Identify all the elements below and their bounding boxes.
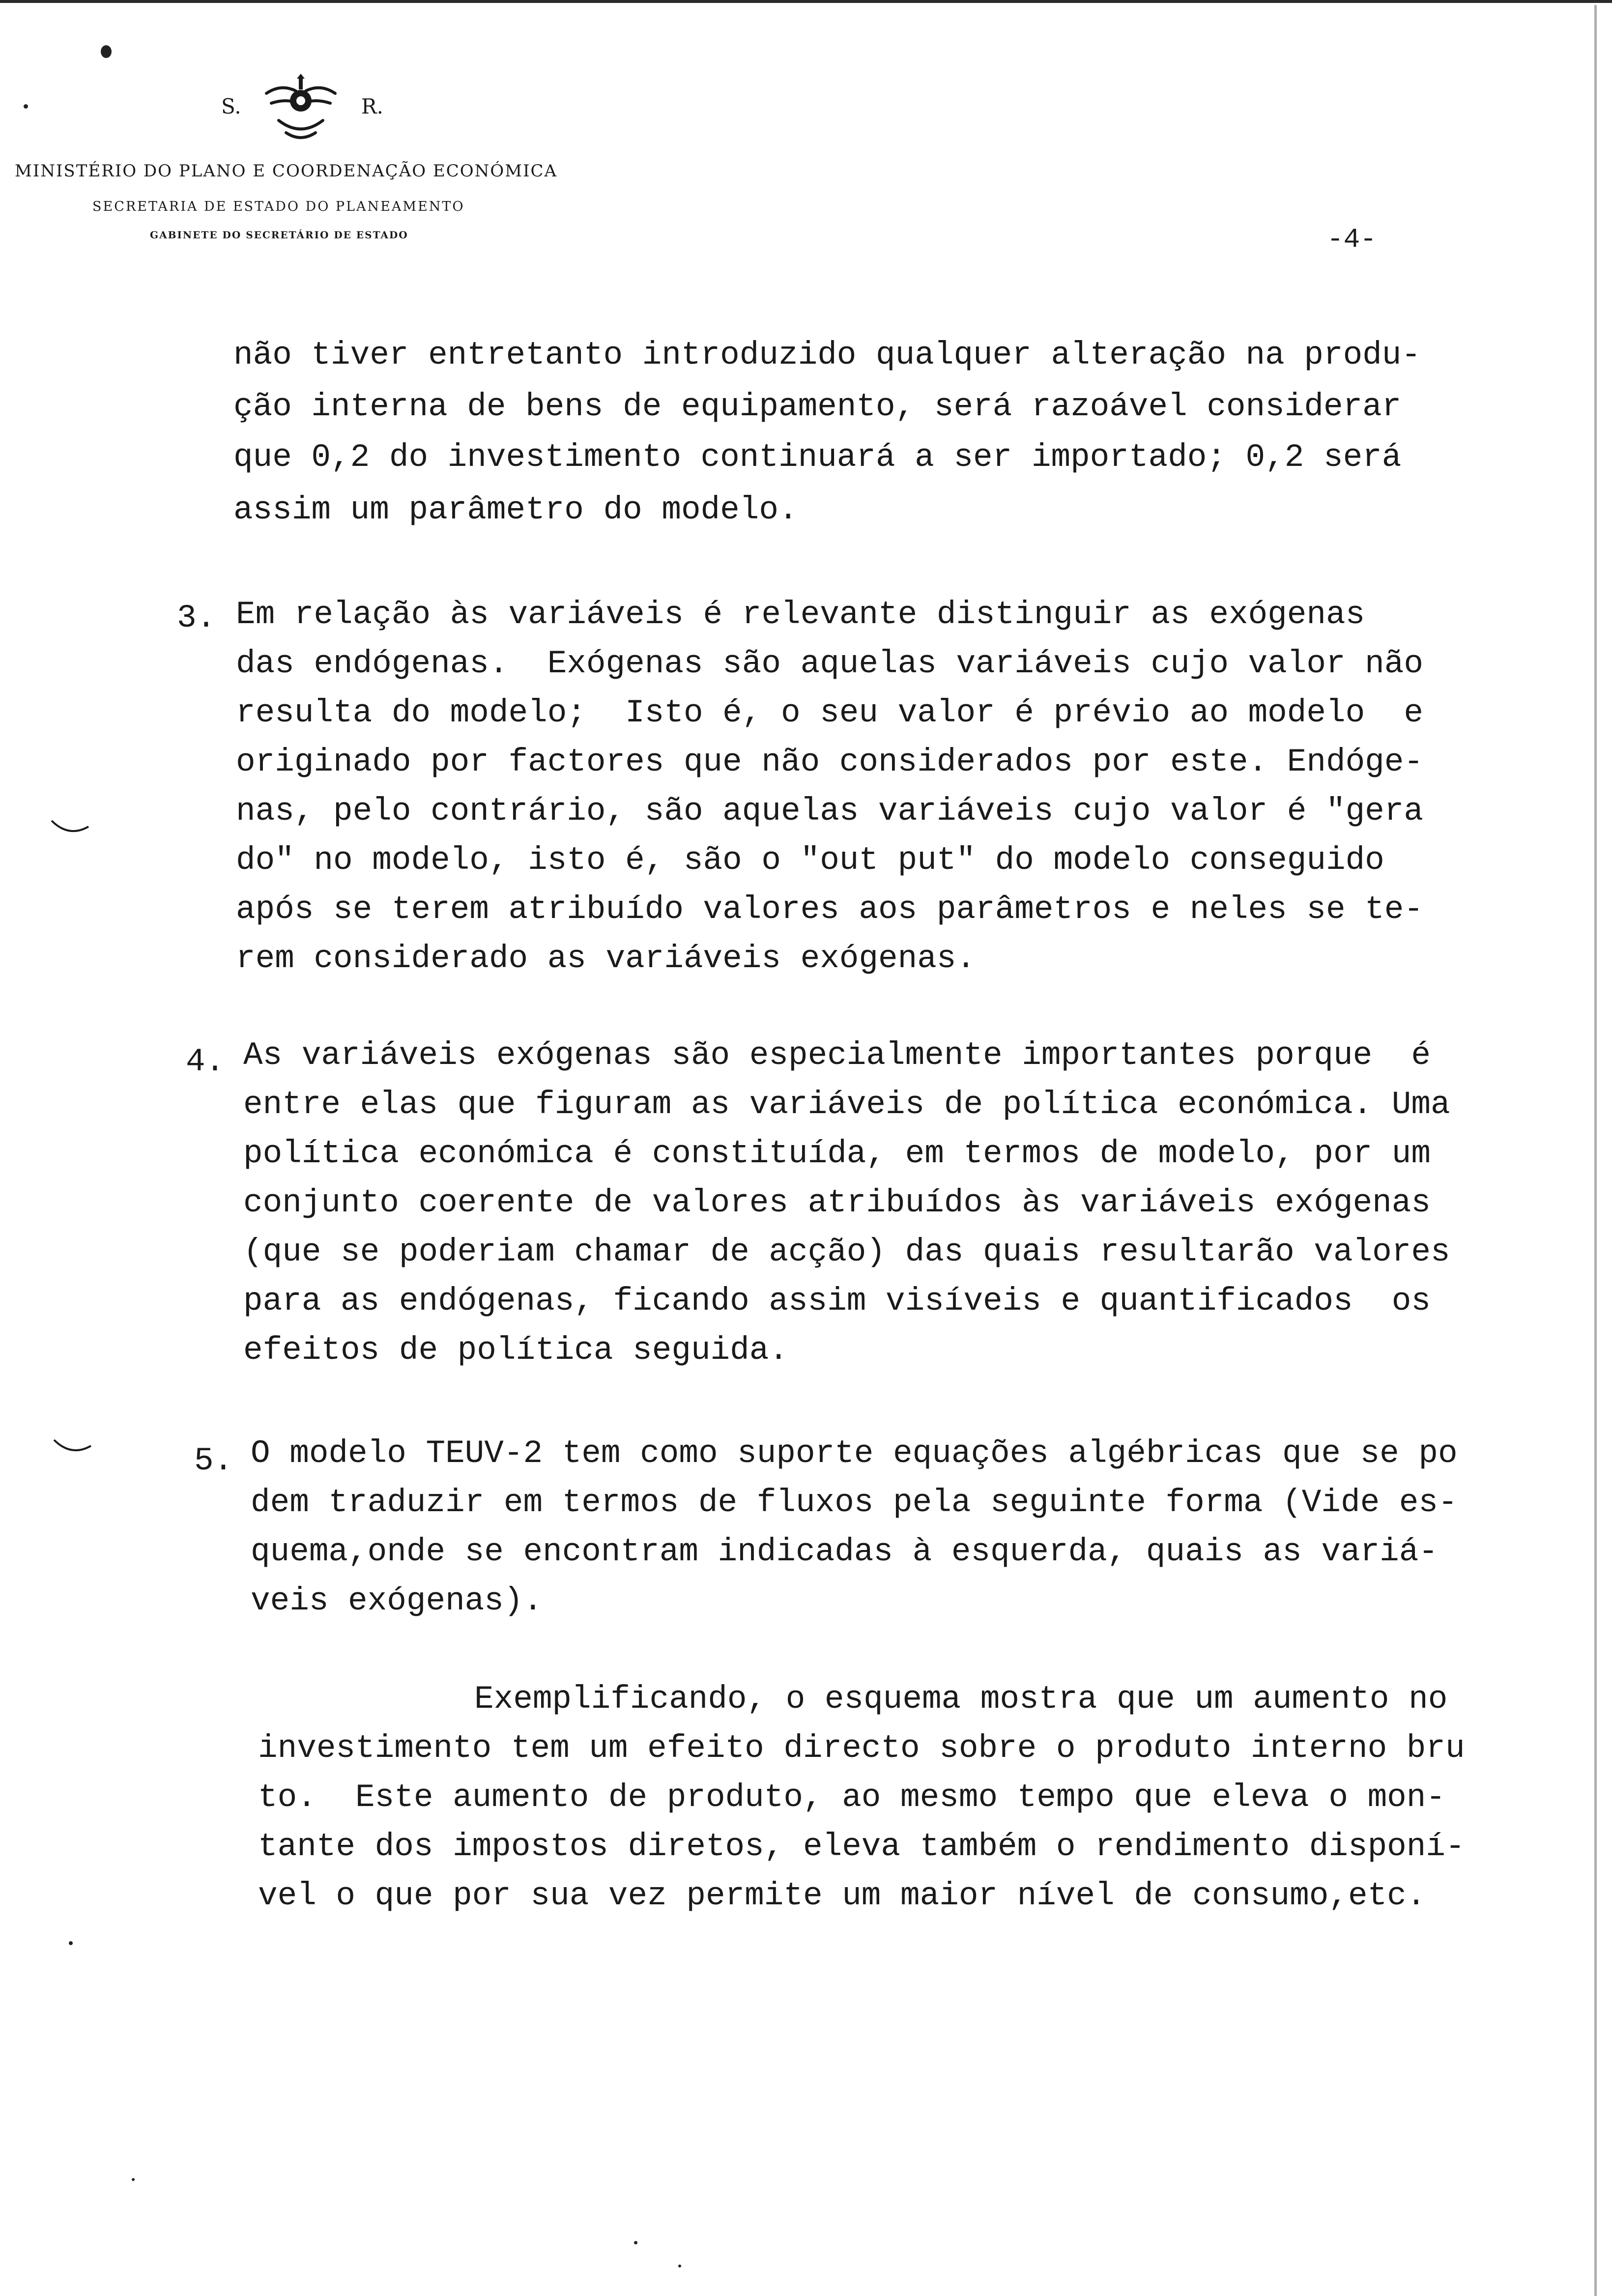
para4-line: As variáveis exógenas são especialmente importantes porque é xyxy=(243,1037,1431,1074)
margin-bracket-icon xyxy=(49,816,93,840)
intro-line: assim um parâmetro do modelo. xyxy=(233,491,798,528)
para4-line: conjunto coerente de valores atribuídos às variáveis exógenas xyxy=(243,1184,1431,1221)
para3-line: rem considerado as variáveis exógenas. xyxy=(236,940,976,977)
para3-line: originado por factores que não considerados por este. Endóge- xyxy=(236,744,1423,780)
para3-line: após se terem atribuído valores aos parâmetros e neles se te- xyxy=(236,891,1423,928)
margin-bracket-icon xyxy=(52,1435,96,1460)
intro-line: não tiver entretanto introduzido qualquer alteração na produ- xyxy=(233,337,1421,373)
paragraph-number-3: 3. xyxy=(177,600,216,636)
secretariat-name: SECRETARIA DE ESTADO DO PLANEAMENTO xyxy=(92,199,465,214)
page-top-edge xyxy=(0,0,1612,3)
seal-right-letter: R. xyxy=(361,94,383,118)
cabinet-name: GABINETE DO SECRETÁRIO DE ESTADO xyxy=(150,229,408,241)
scan-speck xyxy=(24,104,28,109)
scan-speck xyxy=(69,1941,73,1945)
para5-line: O modelo TEUV-2 tem como suporte equações algébricas que se po xyxy=(251,1435,1458,1472)
para3-line: resulta do modelo; Isto é, o seu valor é prévio ao modelo e xyxy=(236,694,1423,731)
example-line: Exemplificando, o esquema mostra que um aumento no xyxy=(474,1681,1448,1718)
example-line: investimento tem um efeito directo sobre o produto interno bru xyxy=(258,1730,1465,1767)
intro-line: ção interna de bens de equipamento, será razoável considerar xyxy=(233,388,1402,425)
para4-line: (que se poderiam chamar de acção) das quais resultarão valores xyxy=(243,1234,1450,1270)
para5-line: dem traduzir em termos de fluxos pela seguinte forma (Vide es- xyxy=(251,1484,1458,1521)
scan-speck xyxy=(634,2241,637,2244)
seal-left-letter: S. xyxy=(221,94,241,118)
paragraph-number-5: 5. xyxy=(194,1442,233,1479)
page-right-edge xyxy=(1594,5,1597,2296)
para5-line: quema,onde se encontram indicadas à esquerda, quais as variá- xyxy=(251,1533,1438,1570)
example-line: tante dos impostos diretos, eleva também o rendimento disponí- xyxy=(258,1828,1465,1865)
paragraph-number-4: 4. xyxy=(186,1043,225,1080)
example-line: to. Este aumento de produto, ao mesmo tempo que eleva o mon- xyxy=(258,1779,1445,1816)
ministry-name: MINISTÉRIO DO PLANO E COORDENAÇÃO ECONÓMICA xyxy=(15,161,558,181)
scan-speck xyxy=(132,2178,135,2181)
coat-of-arms-icon xyxy=(252,74,350,147)
scan-speck xyxy=(678,2265,681,2267)
para3-line: do" no modelo, isto é, são o "out put" do modelo conseguido xyxy=(236,842,1384,879)
letterhead-seal xyxy=(221,74,398,152)
para4-line: política económica é constituída, em termos de modelo, por um xyxy=(243,1135,1431,1172)
para4-line: para as endógenas, ficando assim visíveis e quantificados os xyxy=(243,1283,1431,1320)
para4-line: entre elas que figuram as variáveis de política económica. Uma xyxy=(243,1086,1450,1123)
scan-speck xyxy=(101,45,112,58)
para5-line: veis exógenas). xyxy=(251,1582,543,1619)
example-line: vel o que por sua vez permite um maior nível de consumo,etc. xyxy=(258,1877,1426,1914)
para3-line: Em relação às variáveis é relevante distinguir as exógenas xyxy=(236,596,1365,633)
para3-line: das endógenas. Exógenas são aquelas variáveis cujo valor não xyxy=(236,645,1423,682)
para4-line: efeitos de política seguida. xyxy=(243,1332,788,1369)
page-number: -4- xyxy=(1327,224,1377,255)
para3-line: nas, pelo contrário, são aquelas variáveis cujo valor é "gera xyxy=(236,793,1423,830)
intro-line: que 0,2 do investimento continuará a ser importado; 0,2 será xyxy=(233,439,1402,476)
